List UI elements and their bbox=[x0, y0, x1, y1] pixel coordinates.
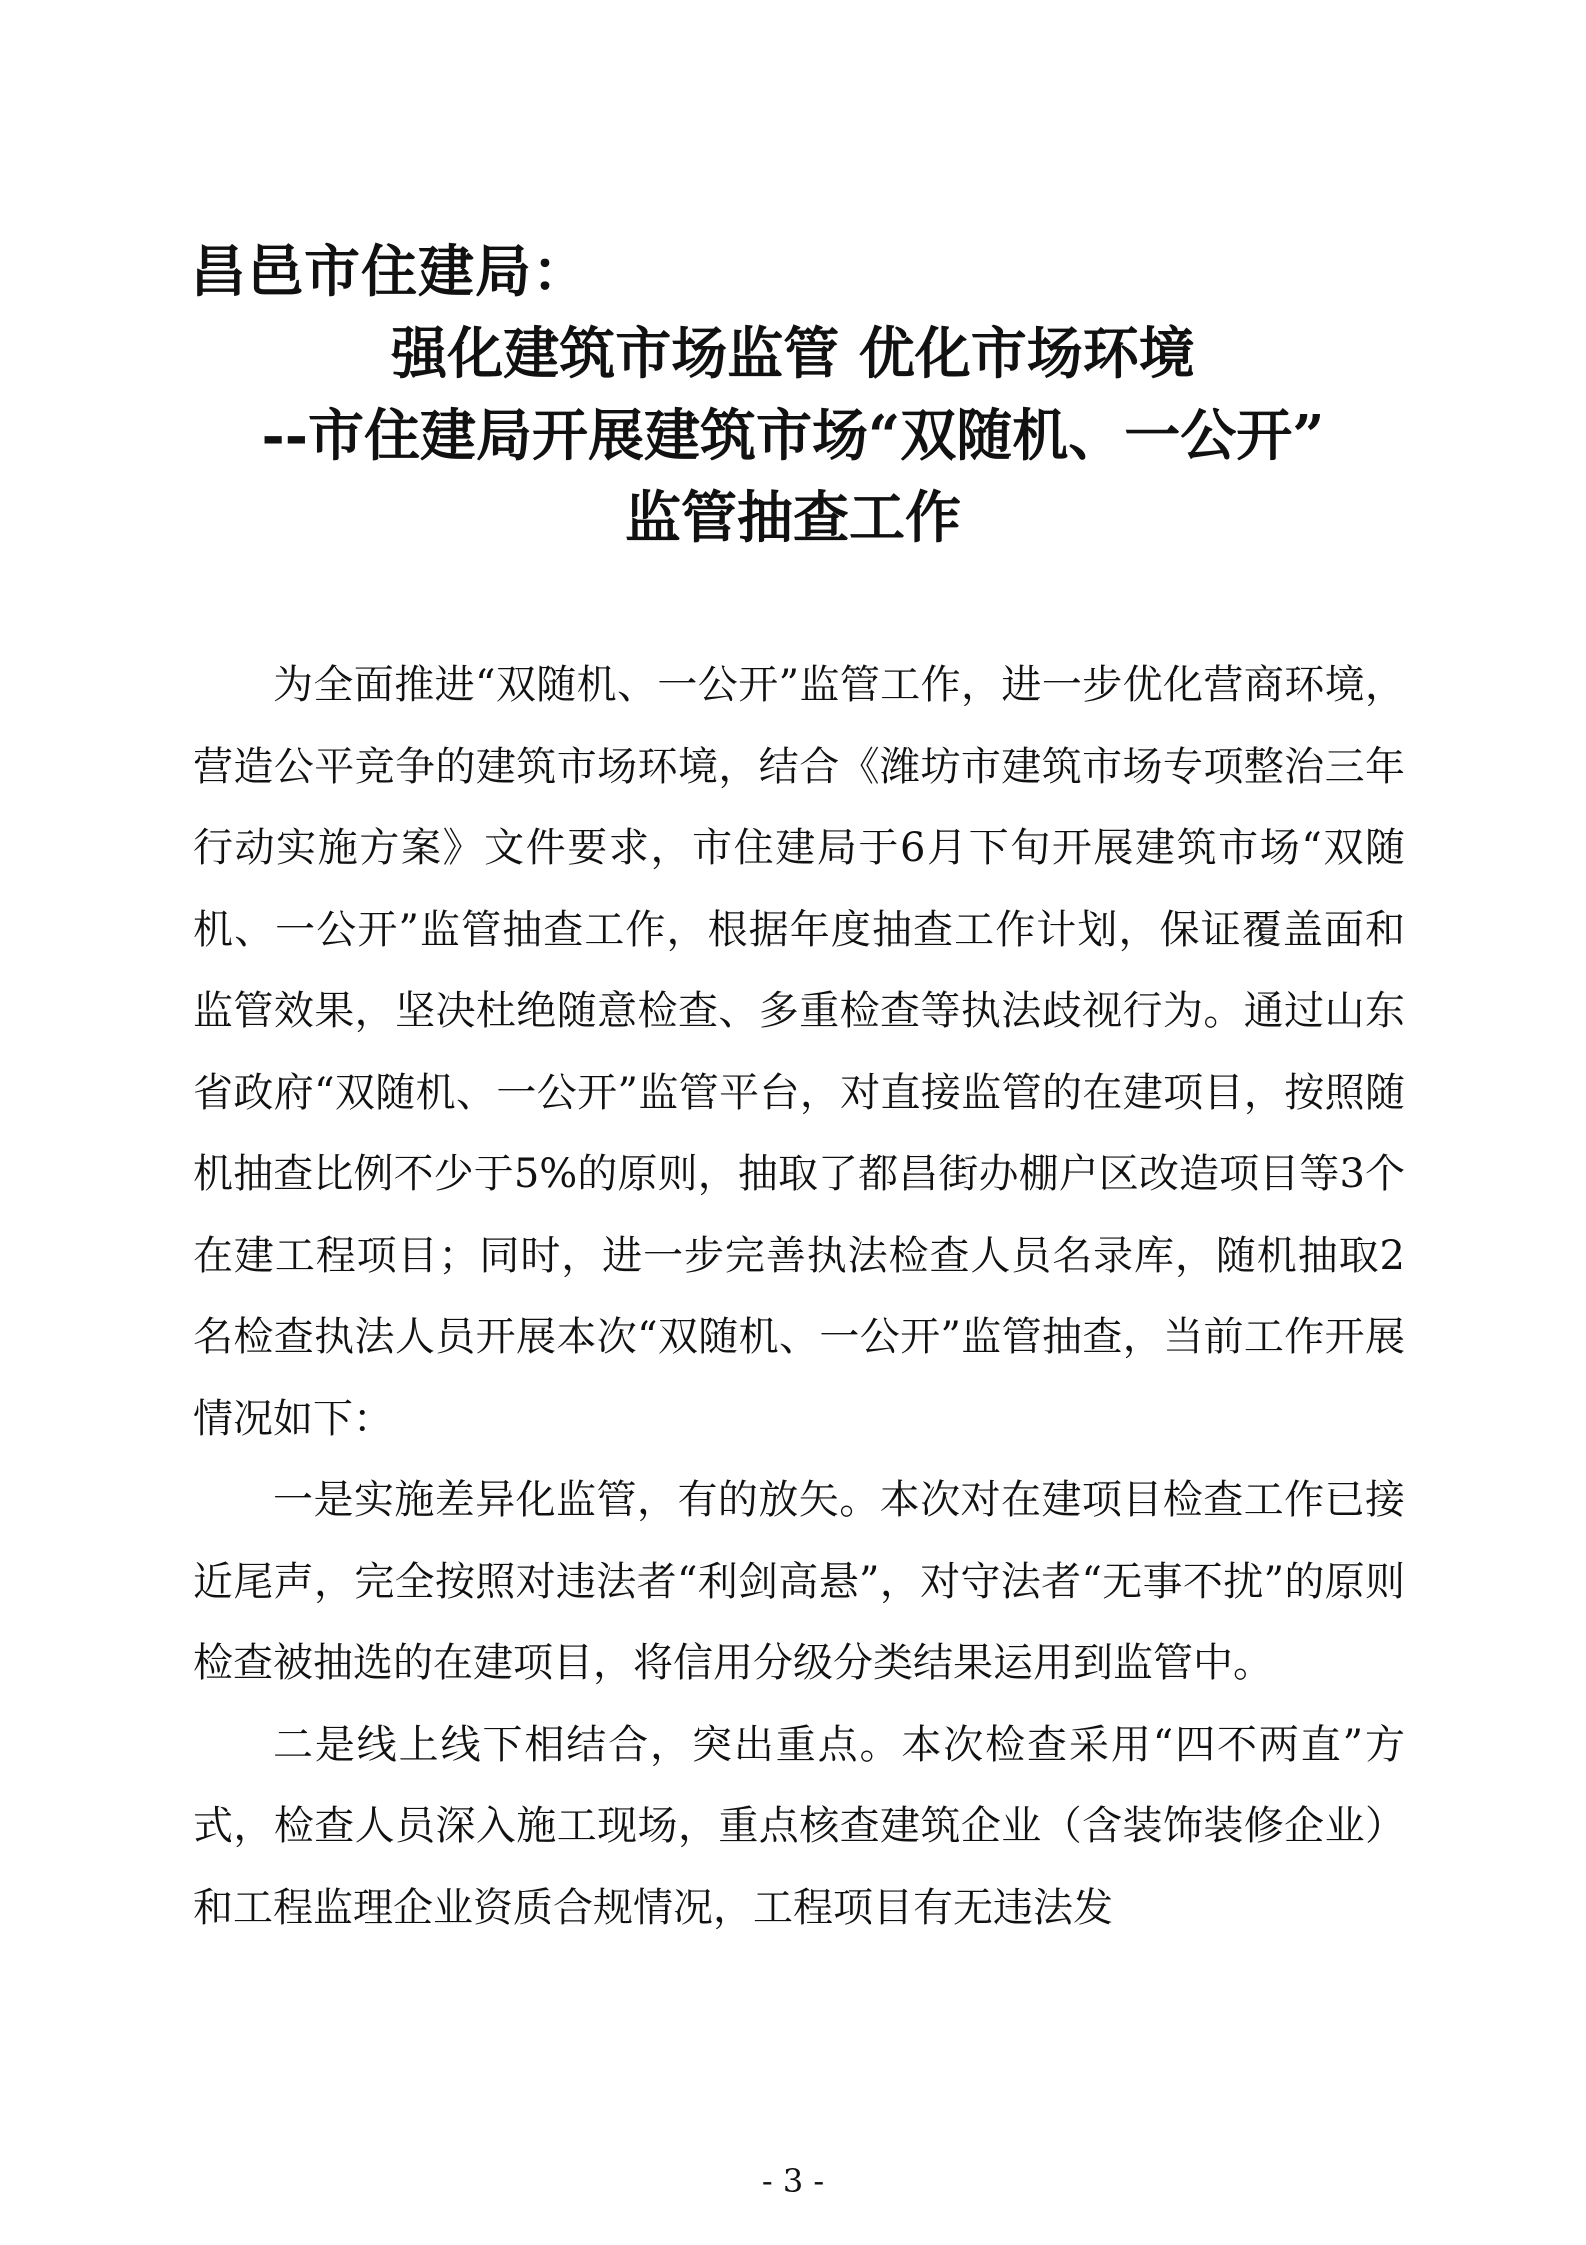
headline-line-3: 监管抽查工作 bbox=[625, 485, 961, 551]
paragraph-intro: 为全面推进“双随机、一公开”监管工作，进一步优化营商环境，营造公平竞争的建筑市场环境，结合《潍坊市建筑市场专项整治三年行动实施方案》文件要求，市住建局于6月下旬开展建筑市场“双随机、一公开”监管抽查工作，根据年度抽查工作计划，保证覆盖面和监管效果，坚决杜绝随意检查、多重检查等执法歧视行为。通过山东省政府“双随机、一公开”监管平台，对直接监管的在建项目，按照随机抽查比例不少于5%的原则，抽取了都昌街办棚户区改造项目等3个在建工程项目；同时，进一步完善执法检查人员名录库，随机抽取2名检查执法人员开展本次“双随机、一公开”监管抽查，当前工作开展情况如下： bbox=[193, 662, 1405, 1442]
headline-line-2: --市住建局开展建筑市场“双随机、一公开” bbox=[261, 403, 1325, 469]
page-number: - 3 - bbox=[761, 2162, 825, 2200]
paragraph-point-2: 二是线上线下相结合，突出重点。本次检查采用“四不两直”方式，检查人员深入施工现场，重点核查建筑企业（含装饰装修企业）和工程监理企业资质合规情况，工程项目有无违法发 bbox=[193, 1721, 1405, 1931]
paragraph-point-1: 一是实施差异化监管，有的放矢。本次对在建项目检查工作已接近尾声，完全按照对违法者“利剑高悬”，对守法者“无事不扰”的原则检查被抽选的在建项目，将信用分级分类结果运用到监管中。 bbox=[193, 1477, 1405, 1686]
headline-line-1: 强化建筑市场监管 优化市场环境 bbox=[391, 321, 1195, 387]
organization-title: 昌邑市住建局： bbox=[190, 239, 589, 305]
article-body bbox=[193, 645, 1405, 1949]
